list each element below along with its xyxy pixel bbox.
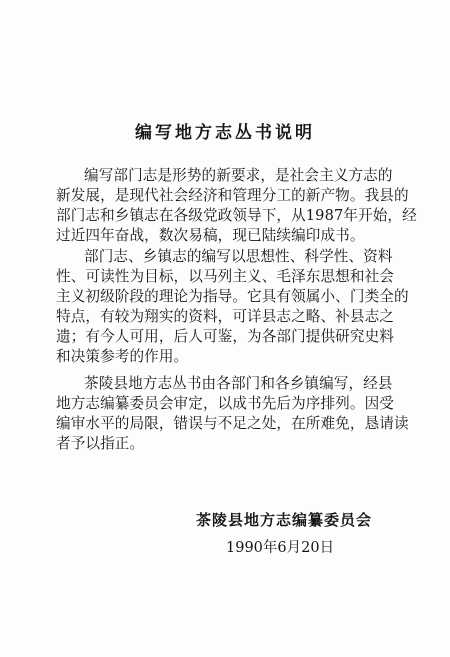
paragraph-2-line-6: 和决策参考的作用。 — [56, 348, 189, 365]
paragraph-3-line-2: 地方志编纂委员会审定，以成书先后为序排列。因受 — [56, 395, 394, 412]
paragraph-1-line-3: 部门志和乡镇志在各级党政领导下，从1987年开始，经 — [56, 207, 417, 224]
paragraph-2-line-3: 主义初级阶段的理论为指导。它具有领属小、门类全的 — [56, 288, 409, 305]
paragraph-3-line-1: 茶陵县地方志丛书由各部门和各乡镇编写，经县 — [84, 375, 393, 392]
signature-date: 1990年6月20日 — [226, 540, 335, 556]
paragraph-2-line-1: 部门志、乡镇志的编写以思想性、科学性、资料 — [84, 248, 393, 265]
paragraph-2-line-4: 特点，有较为翔实的资料，可详县志之略、补县志之 — [56, 308, 394, 325]
paragraph-2-line-2: 性、可读性为目标，以马列主义、毛泽东思想和社会 — [56, 268, 394, 285]
paragraph-2-line-5: 遗；有今人可用，后人可鉴，为各部门提供研究史料 — [56, 328, 394, 345]
paragraph-3-line-4: 者予以指正。 — [56, 435, 145, 452]
paragraph-1-line-1: 编写部门志是形势的新要求，是社会主义方志的 — [84, 167, 393, 184]
paragraph-1-line-2: 新发展，是现代社会经济和管理分工的新产物。我县的 — [56, 187, 409, 204]
signature-organization: 茶陵县地方志编纂委员会 — [196, 511, 373, 529]
paragraph-3-line-3: 编审水平的局限，错误与不足之处，在所难免，恳请读 — [56, 415, 409, 432]
paragraph-1-line-4: 过近四年奋战，数次易稿，现已陆续编印成书。 — [56, 227, 365, 244]
page-title: 编写地方志丛书说明 — [135, 123, 315, 143]
